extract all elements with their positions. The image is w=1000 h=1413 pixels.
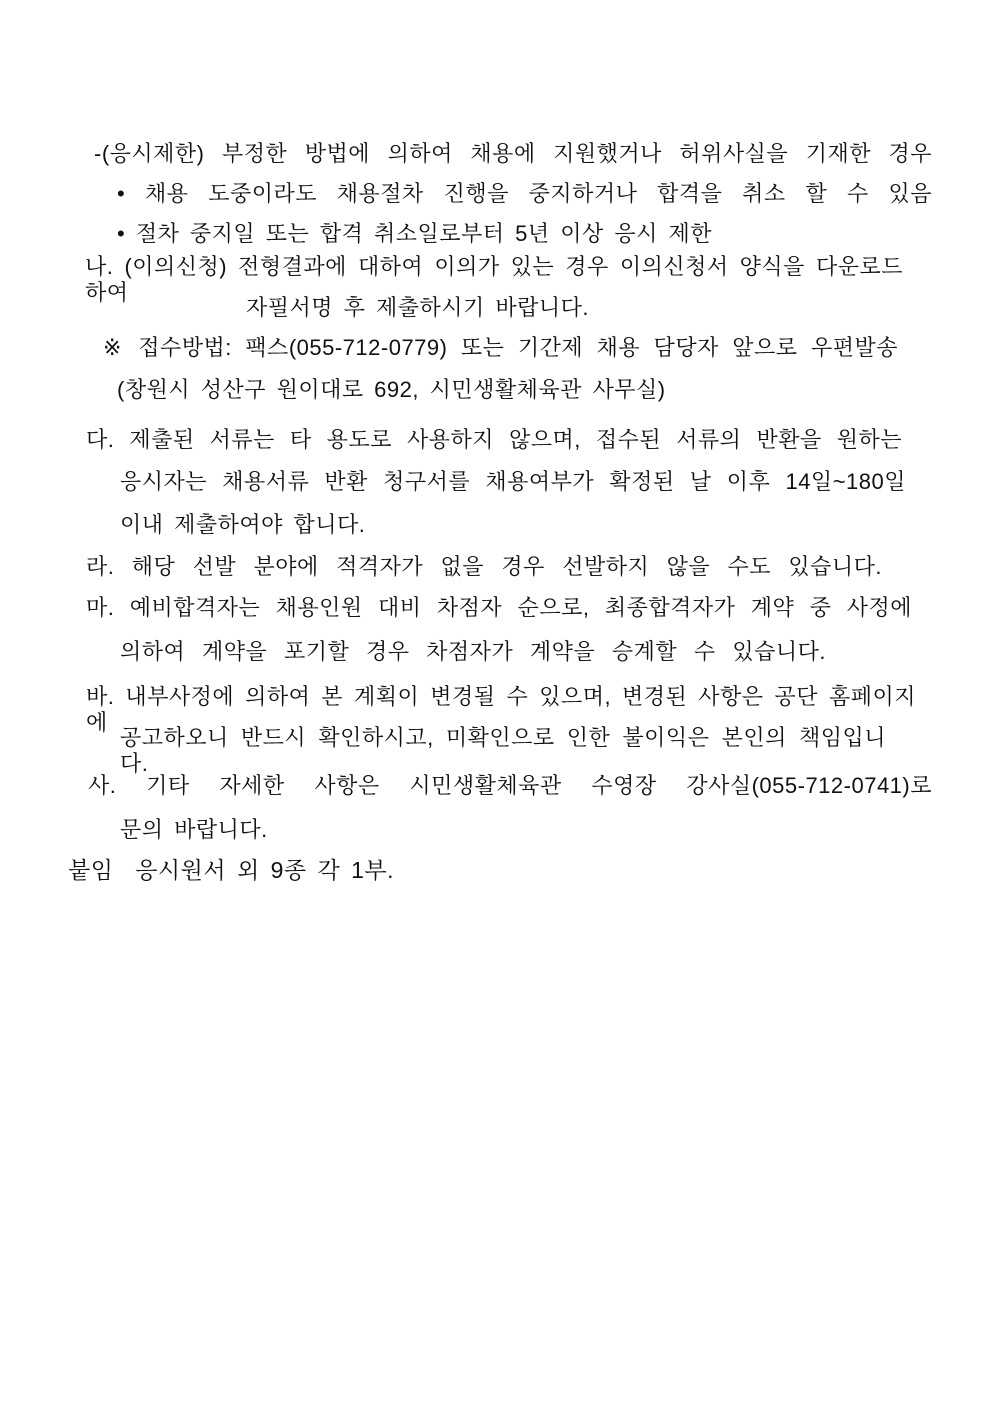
doc-line-return-request: 응시자는 채용서류 반환 청구서를 채용여부가 확정된 날 이후 14일~180일 — [120, 469, 906, 494]
doc-line-inquiry-please: 문의 바랍니다. — [120, 817, 268, 842]
doc-line-submission-method: ※ 접수방법: 팩스(055-712-0779) 또는 기간제 채용 담당자 앞으로 우편발송 — [103, 335, 898, 360]
doc-line-bullet-cancel: • 채용 도중이라도 채용절차 진행을 중지하거나 합격을 취소 할 수 있음 — [117, 181, 932, 206]
doc-line-contract-succession: 의하여 계약을 포기할 경우 차점자가 계약을 승계할 수 있습니다. — [120, 639, 826, 664]
doc-line-address: (창원시 성산구 원이대로 692, 시민생활체육관 사무실) — [117, 377, 666, 402]
doc-line-bullet-five-year-limit: • 절차 중지일 또는 합격 취소일로부터 5년 이상 응시 제한 — [117, 221, 712, 246]
doc-line-attachment: 붙임 응시원서 외 9종 각 1부. — [68, 857, 394, 883]
doc-line-ra-no-selection: 라. 해당 선발 분야에 적격자가 없을 경우 선발하지 않을 수도 있습니다. — [86, 554, 882, 579]
doc-line-ma-reserve-candidates: 마. 예비합격자는 채용인원 대비 차점자 순으로, 최종합격자가 계약 중 사정에 — [86, 595, 912, 620]
doc-line-sa-inquiry: 사. 기타 자세한 사항은 시민생활체육관 수영장 강사실(055-712-0741)로 — [88, 773, 932, 798]
doc-line-ba-plan-change: 바. 내부사정에 의하여 본 계획이 변경될 수 있으며, 변경된 사항은 공단 홈페이지에 — [86, 684, 916, 735]
doc-line-da-documents: 다. 제출된 서류는 타 용도로 사용하지 않으며, 접수된 서류의 반환을 원하는 — [86, 427, 902, 452]
doc-line-notice-responsibility: 공고하오니 반드시 확인하시고, 미확인으로 인한 불이익은 본인의 책임입니다. — [120, 725, 886, 776]
doc-line-submit-within: 이내 제출하여야 합니다. — [120, 512, 366, 537]
doc-line-na-objection: 나. (이의신청) 전형결과에 대하여 이의가 있는 경우 이의신청서 양식을 다운로드하여 — [85, 254, 903, 305]
doc-line-exam-restriction: -(응시제한) 부정한 방법에 의하여 채용에 지원했거나 허위사실을 기재한 경우 — [94, 141, 932, 166]
doc-line-signature-submit: 자필서명 후 제출하시기 바랍니다. — [246, 295, 589, 320]
